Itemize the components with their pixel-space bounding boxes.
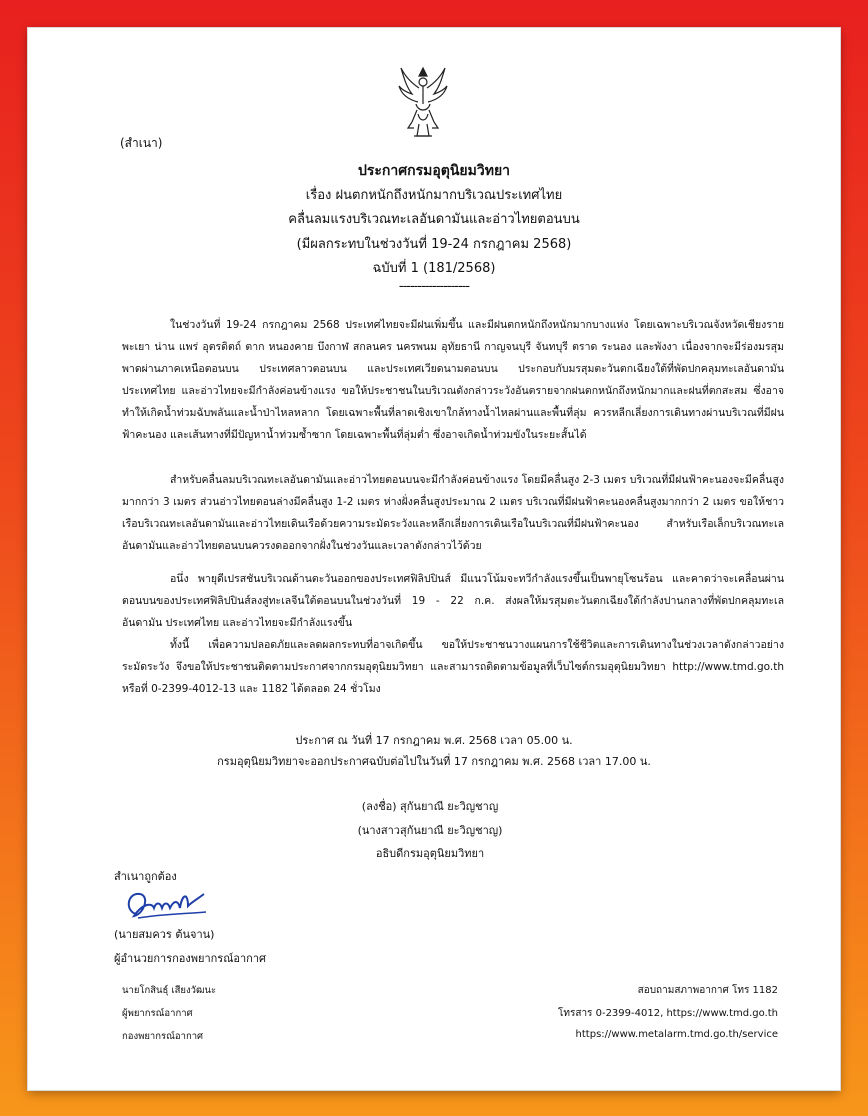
signed-line: (ลงชื่อ) สุกันยาณี ยะวิญชาญ (361, 800, 499, 813)
document-subject: เรื่อง ฝนตกหนักถึงหนักมากบริเวณประเทศไทย (305, 188, 563, 203)
certifier-title: ผู้อำนวยการกองพยากรณ์อากาศ (114, 952, 267, 965)
effect-period: (มีผลกระทบในช่วงวันที่ 19-24 กรกฎาคม 2568) (296, 237, 572, 252)
contact-fax-website[interactable]: โทรสาร 0-2399-4012, https://www.tmd.go.th (558, 1008, 778, 1019)
contact-service-link[interactable]: https://www.metalarm.tmd.go.th/service (575, 1029, 778, 1040)
document-subject-2: คลื่นลมแรงบริเวณทะเลอันดามันและอ่าวไทยตอนบน (288, 212, 580, 227)
issued-date: ประกาศ ณ วันที่ 17 กรกฎาคม พ.ศ. 2568 เวลา 05.00 น. (295, 734, 573, 747)
paragraph-waves: สำหรับคลื่นลมบริเวณทะเลอันดามันและอ่าวไทยตอนบนจะมีกำลังค่อนข้างแรง โดยมีคลื่นสูง 2-3 เมตร บริเวณที่มีฝนฟ้าคะนองจะมีคลื่นสูงมากกว่า 3 เมตร ส่วนอ่าวไทยตอนล่างมีคลื่นสูง 1-2 เมตร ห่างฝั่งคลื่นสูงประมาณ 2 เมตร บริเวณที่มีฝนฟ้าคะนองคลื่นสูงมากกว่า 2 เมตร ขอให้ชาวเรือบริเวณทะเลอันดามันและอ่าวไทยเดินเรือด้วยความระมัดระวังและหลีกเลี่ยงการเดินเรือในบริเวณที่มีฝนฟ้าคะนอง สำหรับเรือเล็กบริเวณทะเลอันดามันและอ่าวไทยตอนบนควรงดออกจากฝั่งในช่วงวันและเวลาดังกล่าวไว้ด้วย (122, 474, 784, 552)
forecaster-title: ผู้พยากรณ์อากาศ (122, 1008, 193, 1019)
paragraph-rain: ในช่วงวันที่ 19-24 กรกฎาคม 2568 ประเทศไทยจะมีฝนเพิ่มขึ้น และมีฝนตกหนักถึงหนักมากบางแห่ง โดยเฉพาะบริเวณจังหวัดเชียงราย พะเยา น่าน แพร่ อุตรดิตถ์ ตาก หนองคาย บึงกาฬ สกลนคร นครพนม อุทัยธานี กาญจนบุรี จันทบุรี ตราด ระนอง และพังงา เนื่องจากจะมีร่องมรสุมพาดผ่านภาคเหนือตอนบน ประเทศลาวตอนบน และประเทศเวียดนามตอนบน ประกอบกับมรสุมตะวันตกเฉียงใต้ที่พัดปกคลุมทะเลอันดามัน ประเทศไทย และอ่าวไทยจะมีกำลังค่อนข้างแรง ขอให้ประชาชนในบริเวณดังกล่าวระวังอันตรายจากฝนตกหนักถึงหนักมากและฝนที่ตกสะสม ซึ่งอาจทำให้เกิดน้ำท่วมฉับพลันและน้ำป่าไหลหลาก โดยเฉพาะพื้นที่ลาดเชิงเขาใกล้ทางน้ำไหลผ่านและพื้นที่ลุ่ม ควรหลีกเลี่ยงการเดินทางผ่านบริเวณที่มีฝนฟ้าคะนอง และเส้นทางที่มีปัญหาน้ำท่วมซ้ำซาก โดยเฉพาะพื้นที่ลุ่มต่ำ ซึ่งอาจเกิดน้ำท่วมขังในระยะสั้นได้ (122, 319, 784, 441)
signer-name: (นางสาวสุกันยาณี ยะวิญชาญ) (357, 824, 503, 837)
forecaster-name: นายโกสินธุ์ เสียงวัฒนะ (122, 985, 217, 996)
document-title: ประกาศกรมอุตุนิยมวิทยา (357, 163, 511, 179)
separator-line: ------------------- (398, 279, 470, 294)
next-issue-date: กรมอุตุนิยมวิทยาจะออกประกาศฉบับต่อไปในวันที่ 17 กรกฎาคม พ.ศ. 2568 เวลา 17.00 น. (217, 755, 651, 768)
copy-label: (สำเนา) (120, 136, 163, 150)
paragraph-storm: อนึ่ง พายุดีเปรสชันบริเวณด้านตะวันออกของประเทศฟิลิปปินส์ มีแนวโน้มจะทวีกำลังแรงขึ้นเป็นพายุโซนร้อน และคาดว่าจะเคลื่อนผ่านตอนบนของประเทศฟิลิปปินส์ลงสู่ทะเลจีนใต้ตอนบนในช่วงวันที่ 19 - 22 ก.ค. ส่งผลให้มรสุมตะวันตกเฉียงใต้กำลังปานกลางที่พัดปกคลุมทะเลอันดามัน ประเทศไทย และอ่าวไทยจะมีกำลังแรงขึ้น (122, 573, 784, 629)
issue-number: ฉบับที่ 1 (181/2568) (372, 261, 496, 276)
certifier-name: (นายสมควร ต้นจาน) (114, 928, 215, 941)
signer-title: อธิบดีกรมอุตุนิยมวิทยา (375, 847, 485, 860)
certified-copy-label: สำเนาถูกต้อง (114, 870, 177, 883)
paragraph-advice: ทั้งนี้ เพื่อความปลอดภัยและลดผลกระทบที่อาจเกิดขึ้น ขอให้ประชาชนวางแผนการใช้ชีวิตและการเดินทางในช่วงเวลาดังกล่าวอย่างระมัดระวัง จึงขอให้ประชาชนติดตามประกาศจากกรมอุตุนิยมวิทยา และสามารถติดตามข้อมูลที่เว็บไซต์กรมอุตุนิยมวิทยา http://www.tmd.go.th หรือที่ 0-2399-4012-13 และ 1182 ได้ตลอด 24 ชั่วโมง (122, 639, 784, 695)
forecaster-department: กองพยากรณ์อากาศ (122, 1031, 204, 1042)
handwritten-signature (122, 884, 208, 924)
garuda-emblem-icon (398, 64, 448, 142)
contact-phone: สอบถามสภาพอากาศ โทร 1182 (637, 985, 778, 996)
